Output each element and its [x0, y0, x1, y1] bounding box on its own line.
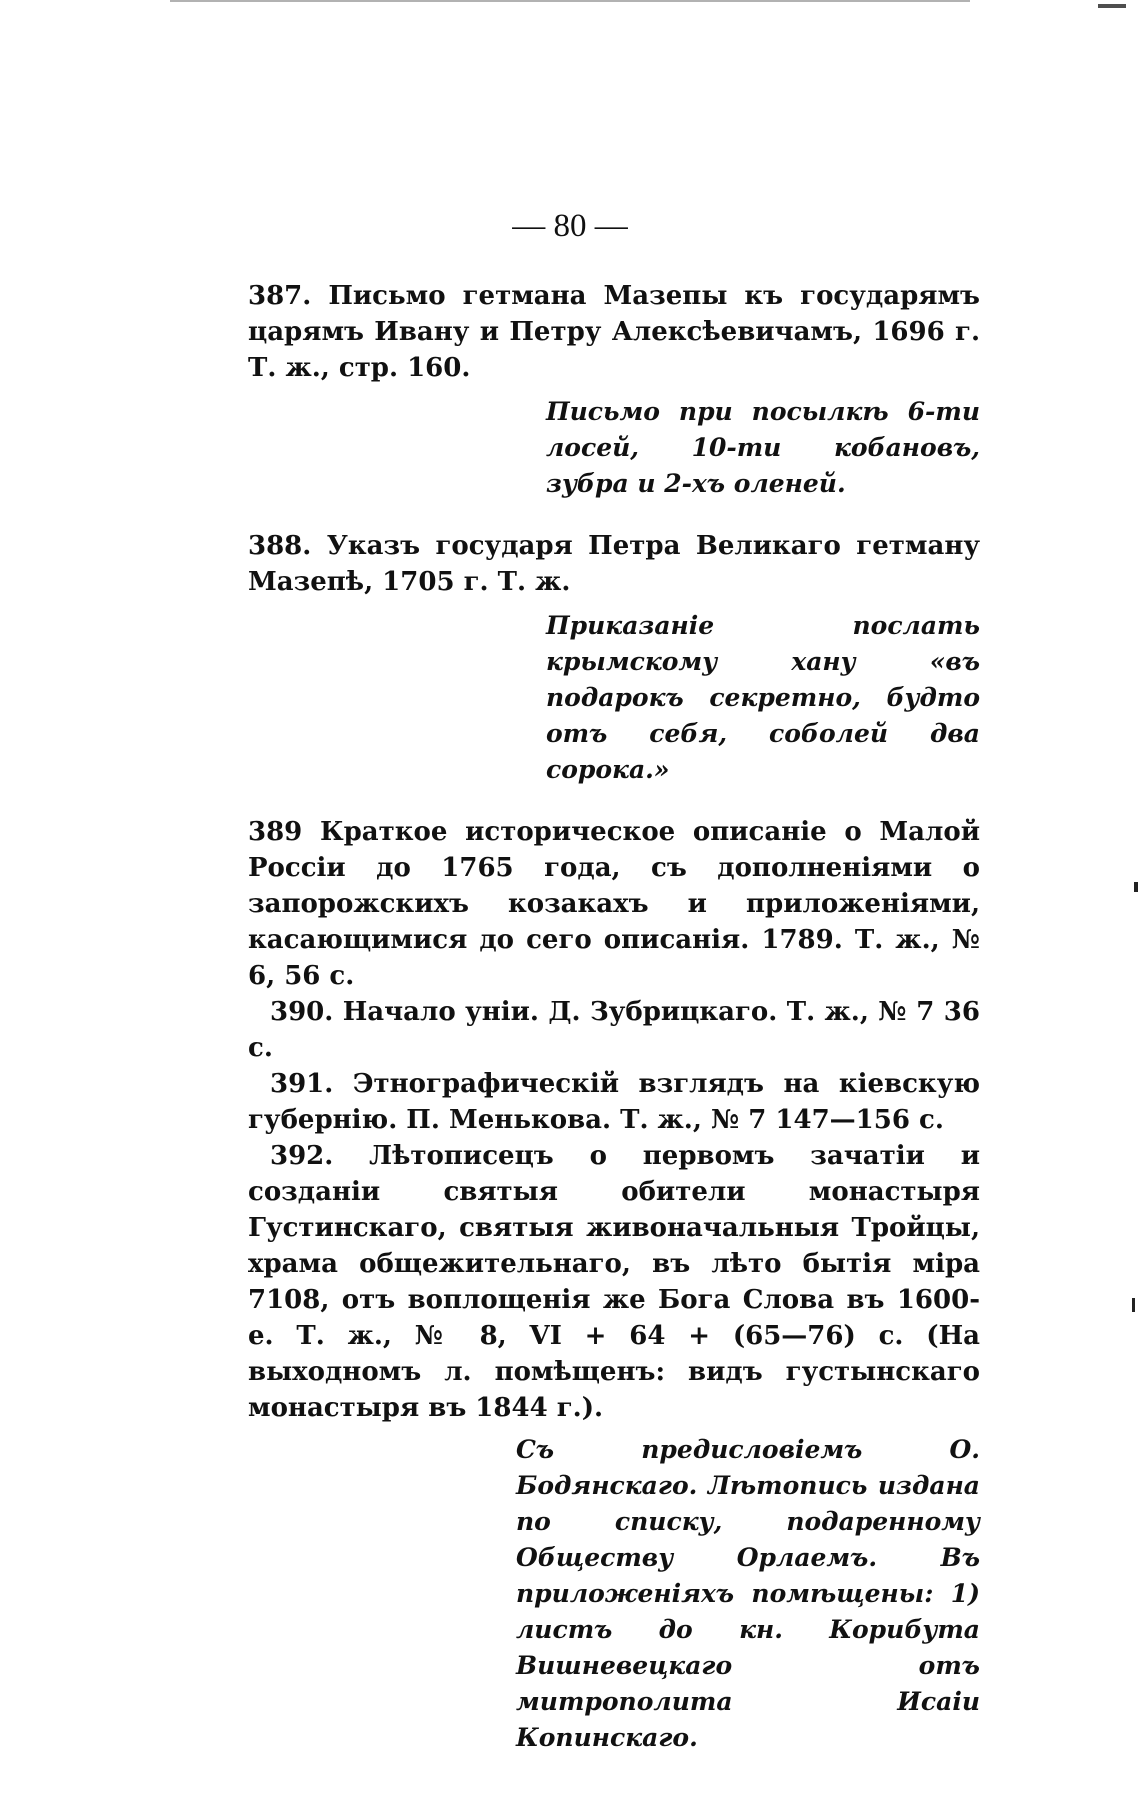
scan-speck	[1134, 882, 1138, 892]
scan-speck	[1132, 1298, 1135, 1312]
page-number: — 80 —	[512, 208, 628, 244]
entry-390: 390. Начало уніи. Д. Зубрицкаго. Т. ж., № 7 36 с.	[248, 997, 980, 1063]
scan-edge-right	[1098, 4, 1126, 8]
entry-387-note: Письмо при посылкѣ 6-ти лосей, 10-ти кобановъ, зубра и 2-хъ оленей.	[546, 397, 980, 498]
entry-388: 388. Указъ государя Петра Великаго гетману Мазепѣ, 1705 г. Т. ж.	[248, 531, 980, 597]
entry-392: 392. Лѣтописецъ о первомъ зачатіи и созданіи святыя обители монастыря Густинскаго, святыя живоначальныя Тройцы, храма общежительнаго, въ лѣто бытія міра 7108, отъ воплощенія же Бога Слова въ 1600-е. Т. ж., № 8, VI + 64 + (65—76) с. (На выходномъ л. помѣщенъ: видъ густынскаго монастыря въ 1844 г.).	[248, 1141, 980, 1423]
entry-391: 391. Этнографическій взглядъ на кіевскую губернію. П. Менькова. Т. ж., № 7 147—156 с.	[248, 1069, 980, 1135]
page-body	[248, 278, 980, 1756]
entry-392-note: Съ предисловіемъ О. Бодянскаго. Лѣтопись издана по списку, подаренному Обществу Орлаемъ. Въ приложеніяхъ помѣщены: 1) листъ до кн. Корибута Вишневецкаго отъ митрополита Исаіи Копинскаго.	[516, 1435, 980, 1752]
entry-389: 389 Краткое историческое описаніе о Малой Россіи до 1765 года, съ дополненіями о запорожскихъ козакахъ и приложеніями, касающимися до сего описанія. 1789. Т. ж., № 6, 56 с.	[248, 817, 980, 991]
entry-388-note: Приказаніе послать крымскому хану «въ подарокъ секретно, будто отъ себя, соболей два сорока.»	[546, 611, 980, 784]
entry-387: 387. Письмо гетмана Мазепы къ государямъ царямъ Ивану и Петру Алексѣевичамъ, 1696 г. Т. ж., стр. 160.	[248, 281, 980, 383]
scan-edge-top	[170, 0, 970, 2]
